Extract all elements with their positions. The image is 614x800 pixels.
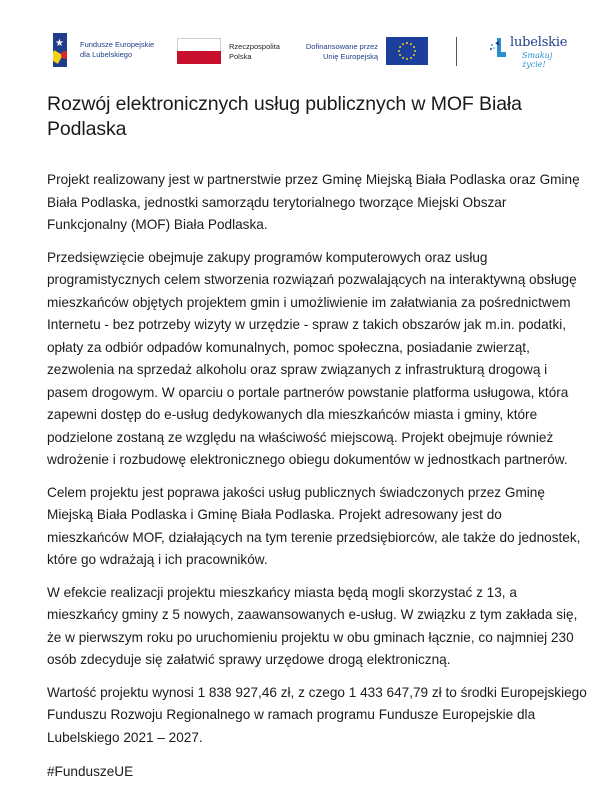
article-title: Rozwój elektronicznych usług publicznych w MOF Biała Podlaska: [47, 93, 522, 140]
lubelskie-tagline: Smakuj życie!: [522, 51, 553, 69]
eu-flag-icon: [386, 37, 428, 65]
eu-star-icon: [398, 50, 400, 52]
eu-star-icon: [402, 57, 404, 59]
eu-star-icon: [406, 42, 408, 44]
lubelskie-wordmark: lubelskie: [510, 35, 568, 50]
rzeczpospolita-polska-logo-text: [229, 42, 280, 62]
logo-text-line: Polska: [229, 52, 252, 61]
logo-text-line: Unię Europejską: [322, 52, 378, 61]
eu-star-icon: [399, 54, 401, 56]
fundusze-europejskie-emblem-icon: ★: [53, 33, 67, 67]
eu-star-icon: [399, 46, 401, 48]
polish-flag-icon: [177, 38, 221, 64]
article-body: [47, 169, 587, 784]
eu-star-icon: [410, 43, 412, 45]
article-paragraph: Projekt realizowany jest w partnerstwie przez Gminę Miejską Biała Podlaska oraz Gminę Biała Podlaska, jednostki samorządu terytorialnego tworzące Miejski Obszar Funkcjonalny (MOF) Biała Podlaska.: [47, 172, 580, 232]
article-paragraph: Wartość projektu wynosi 1 838 927,46 zł, z czego 1 433 647,79 zł to środki Europejskiego Funduszu Rozwoju Regionalnego w ramach programu Fundusze Europejskie dla Lubelskiego 2021 – 2027.: [47, 684, 587, 745]
article-paragraph: Przedsięwzięcie obejmuje zakupy programów komputerowych oraz usług programistycznych celem stworzenia rozwiązań pozwalających na interaktywną obsługę mieszkańców objętych projektem gmin i umożliwienie im załatwiania za pośrednictwem Internetu - bez potrzeby wizyty w urzędzie - spraw z takich obszarów jak m.in. podatki, opłaty za odbiór odpadów komunalnych, pomoc społeczna, posiadanie zwierząt, zezwolenia na sprzedaż alkoholu oraz spraw związanych z infrastrukturą drogową i pasem drogowym. W oparciu o portale partnerów powstanie platforma usługowa, która zapewni dostęp do e-usług dedykowanych dla mieszkańców miasta i gminy, które podzielone zostaną ze względu na właściwość miejscową. Projekt obejmuje również wdrożenie i rozbudowę elektronicznego obiegu dokumentów w jednostkach partnerów.: [47, 249, 577, 467]
article-paragraph: W efekcie realizacji projektu mieszkańcy miasta będą mogli skorzystać z 13, a mieszkańcy gminy z 5 nowych, zaawansowanych e-usług. W związku z tym zakłada się, że w pierwszym roku po uruchomieniu projektu w obu gminach łącznie, co najmniej 230 osób zdecyduje się załatwić sprawy urzędowe drogą elektroniczną.: [47, 584, 578, 667]
article-paragraph: Celem projektu jest poprawa jakości usług publicznych świadczonych przez Gminę Miejską Biała Podlaska i Gminę Biała Podlaska. Projekt adresowany jest do mieszkańców MOF, działających na tym terenie przedsiębiorców, ale także do jednostek, które go wdrażają i ich pracowników.: [47, 484, 581, 567]
logo-text-line: Dofinansowane przez: [305, 42, 378, 51]
lubelskie-emblem-icon: [490, 37, 506, 59]
fundusze-europejskie-logo-text: [80, 40, 154, 60]
hashtag: #FunduszeUE: [47, 764, 134, 779]
eu-star-icon: [413, 46, 415, 48]
logo-text-line: Rzeczpospolita: [229, 42, 280, 51]
eu-star-icon: [410, 57, 412, 59]
eu-star-icon: [406, 58, 408, 60]
logo-bar: [0, 0, 614, 90]
logo-text-line: Fundusze Europejskie: [80, 40, 155, 49]
logo-divider: [456, 37, 457, 66]
logo-text-line: dla Lubelskiego: [80, 50, 133, 59]
eu-cofinanced-logo-text: [300, 42, 378, 62]
lubelskie-logo: [482, 34, 577, 69]
eu-star-icon: [414, 50, 416, 52]
article: [47, 92, 587, 794]
eu-star-icon: [413, 54, 415, 56]
eu-star-icon: [402, 43, 404, 45]
